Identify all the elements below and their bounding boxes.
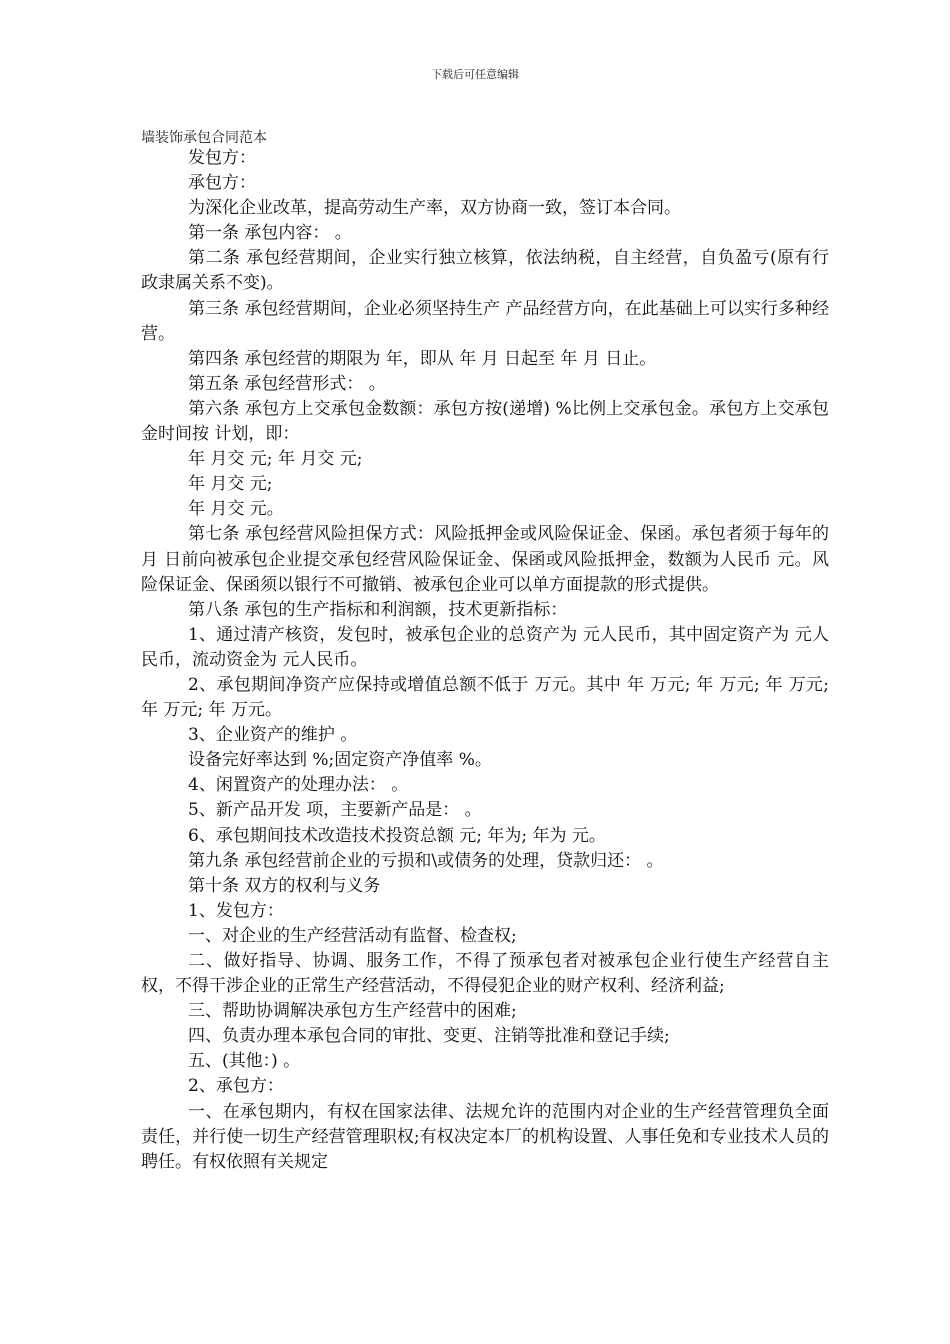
paragraph: 五、(其他：) 。 — [188, 1051, 301, 1072]
document-body — [141, 146, 829, 1175]
paragraph: 1、发包方： — [188, 900, 284, 921]
paragraph: 第一条 承包内容： 。 — [188, 223, 352, 244]
document-title: 墙装饰承包合同范本 — [141, 130, 267, 146]
paragraph: 第三条 承包经营期间，企业必须坚持生产 产品经营方向，在此基础上可以实行多种经营。 — [141, 298, 829, 344]
paragraph: 年 月交 元; — [188, 474, 273, 495]
paragraph: 发包方： — [188, 148, 256, 168]
paragraph: 年 月交 元; 年 月交 元; — [188, 449, 363, 470]
paragraph: 4、闲置资产的处理办法： 。 — [188, 775, 409, 796]
paragraph: 第七条 承包经营风险担保方式：风险抵押金或风险保证金、保函。承包者须于每年的 月 日前向被承包企业提交承包经营风险保证金、保函或风险抵押金，数额为人民币 元。风险保证金、保函须以银行不可撤销、被承包企业可以单方面提款的形式提供。 — [141, 524, 829, 595]
paragraph: 第六条 承包方上交承包金数额：承包方按(递增) %比例上交承包金。承包方上交承包金时间按 计划，即： — [141, 398, 829, 445]
paragraph: 三、帮助协调解决承包方生产经营中的困难; — [188, 1001, 517, 1022]
paragraph: 年 月交 元。 — [188, 499, 284, 520]
paragraph: 四、负责办理本承包合同的审批、变更、注销等批准和登记手续; — [188, 1026, 670, 1047]
paragraph: 6、承包期间技术改造技术投资总额 元; 年为; 年为 元。 — [188, 825, 606, 846]
paragraph: 第八条 承包的生产指标和利润额，技术更新指标： — [188, 599, 568, 620]
paragraph: 第二条 承包经营期间，企业实行独立核算，依法纳税，自主经营，自负盈亏(原有行政隶属关系不变)。 — [141, 248, 829, 294]
paragraph: 第九条 承包经营前企业的亏损和\或债务的处理，贷款归还： 。 — [188, 850, 664, 871]
paragraph: 5、新产品开发 项，主要新产品是： 。 — [188, 800, 482, 821]
paragraph: 设备完好率达到 %;固定资产净值率 %。 — [188, 750, 492, 771]
paragraph: 第五条 承包经营形式： 。 — [188, 373, 386, 394]
page-header: 下载后可任意编辑 — [431, 68, 519, 81]
paragraph: 2、承包方： — [188, 1076, 284, 1097]
paragraph: 3、企业资产的维护 。 — [188, 725, 358, 746]
paragraph: 一、在承包期内，有权在国家法律、法规允许的范围内对企业的生产经营管理负全面责任，并行使一切生产经营管理职权;有权决定本厂的机构设置、人事任免和专业技术人员的聘任。有权依照有关规定 — [141, 1101, 829, 1172]
paragraph: 第十条 双方的权利与义务 — [188, 875, 381, 896]
paragraph: 二、做好指导、协调、服务工作，不得了预承包者对被承包企业行使生产经营自主权，不得干涉企业的正常生产经营活动，不得侵犯企业的财产权利、经济利益; — [141, 951, 829, 997]
paragraph: 2、承包期间净资产应保持或增值总额不低于 万元。其中 年 万元; 年 万元; 年 万元; 年 万元; 年 万元。 — [141, 674, 829, 721]
paragraph: 1、通过清产核资，发包时，被承包企业的总资产为 元人民币，其中固定资产为 元人民币，流动资金为 元人民币。 — [141, 624, 829, 670]
paragraph: 第四条 承包经营的期限为 年，即从 年 月 日起至 年 月 日止。 — [188, 348, 657, 369]
paragraph: 一、对企业的生产经营活动有监督、检查权; — [188, 925, 517, 946]
paragraph: 为深化企业改革，提高劳动生产率，双方协商一致，签订本合同。 — [188, 198, 681, 219]
paragraph: 承包方： — [188, 173, 256, 194]
